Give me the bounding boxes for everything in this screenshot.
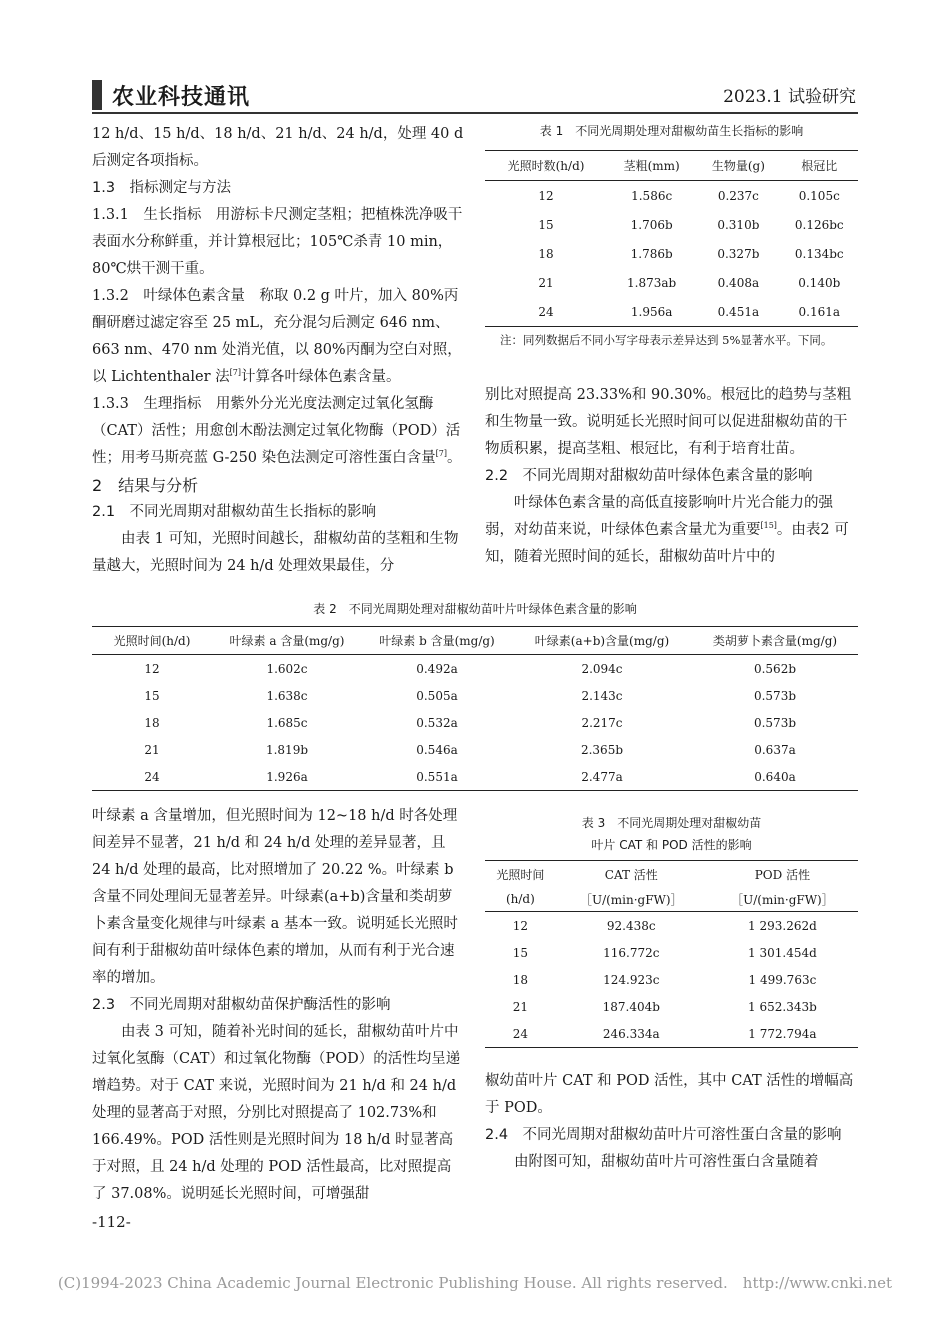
table-cell: 1.786b: [630, 246, 673, 261]
table-cell: 0.161a: [798, 304, 841, 319]
table-cell: 2.143c: [581, 688, 623, 703]
table-cell: 1.685c: [266, 715, 308, 730]
table2-header: 叶绿素(a+b)含量(mg/g): [534, 634, 670, 648]
table2-header: 叶绿素 a 含量(mg/g): [229, 634, 345, 648]
table-cell: 24: [144, 769, 160, 784]
table-cell: 1.586c: [631, 188, 673, 203]
table-cell: 0.134bc: [794, 246, 844, 261]
section-heading-2-1: 2.1 不同光周期对甜椒幼苗生长指标的影响: [92, 504, 377, 520]
table-cell: 0.105c: [798, 188, 840, 203]
table-row: [485, 966, 858, 993]
table-cell: 0.640a: [754, 769, 796, 784]
table-cell: 0.562b: [753, 661, 797, 676]
table-cell: 246.334a: [602, 1026, 660, 1041]
left-column-bottom: [92, 803, 464, 1208]
table-row: [92, 736, 858, 763]
table-cell: 0.492a: [416, 661, 458, 676]
table-cell: 1 293.262d: [748, 918, 817, 933]
table-row: [485, 181, 858, 211]
table-cell: 0.327b: [717, 246, 760, 261]
table-cell: 18: [144, 715, 160, 730]
table-cell: 18: [512, 972, 528, 987]
copyright-notice: (C)1994-2023 China Academic Journal Electronic Publishing House. All rights reserved. http://www.cnki.net: [57, 1274, 893, 1292]
paragraph: 叶绿素 a 含量增加，但光照时间为 12~18 h/d 时各处理间差异不显著，21 h/d 和 24 h/d 处理的差异显著，且 24 h/d 处理的最高，比对照增加了 20.22 %。叶绿素 b 含量不同处理间无显著差异。叶绿素(a+b)含量和类胡萝卜素含量变化规律与叶绿素 a 基本一致。说明延长光照时间有利于甜椒幼苗叶绿体色素的增加，从而有利于光合速率的增加。: [92, 808, 458, 986]
table-row: [485, 939, 858, 966]
paragraph-2-4: 由附图可知，甜椒幼苗叶片可溶性蛋白含量随着: [514, 1154, 819, 1170]
table-cell: 1 499.763c: [748, 972, 817, 987]
table3-subheader: (h/d): [505, 892, 535, 906]
table-row: [485, 912, 858, 940]
table-cell: 1.602c: [266, 661, 308, 676]
table3-subheader: ［U/(min·gFW)］: [731, 892, 834, 907]
table1: [485, 150, 858, 327]
paragraph-2-3: 由表 3 可知，随着补光时间的延长，甜椒幼苗叶片中过氧化氢酶（CAT）和过氧化物酶（POD）的活性均呈递增趋势。对于 CAT 来说，光照时间为 21 h/d 和 24 h/d 处理的显著高于对照，分别比对照提高了 102.73%和 166.49%。POD 活性则是光照时间为 18 h/d 时显著高于对照，且 24 h/d 处理的 POD 活性最高，比对照提高了 37.08%。说明延长光照时间，可增强甜: [92, 1024, 461, 1202]
citation: [15]: [760, 521, 777, 531]
table-cell: 15: [144, 688, 160, 703]
table-cell: 15: [538, 217, 554, 232]
section-heading-2-4: 2.4 不同光周期对甜椒幼苗叶片可溶性蛋白含量的影响: [485, 1127, 842, 1143]
table3-header: 光照时间: [496, 867, 545, 882]
table2-header: 类胡萝卜素含量(mg/g): [712, 634, 838, 648]
table-cell: 15: [512, 945, 528, 960]
table-cell: 1.926a: [266, 769, 308, 784]
table-cell: 2.365b: [580, 742, 624, 757]
table-cell: 0.573b: [753, 688, 797, 703]
table-cell: 0.140b: [798, 275, 841, 290]
table-cell: 2.477a: [581, 769, 623, 784]
table-cell: 24: [538, 304, 554, 319]
paragraph-1-3-1: 1.3.1 生长指标 用游标卡尺测定茎粗；把植株洗净吸干表面水分称鲜重，并计算根冠比；105℃杀青 10 min，80℃烘干测干重。: [92, 207, 463, 277]
table2-caption: 表 2 不同光周期处理对甜椒幼苗叶片叶绿体色素含量的影响: [313, 602, 637, 616]
table-cell: 2.094c: [581, 661, 623, 676]
table-cell: 12: [144, 661, 160, 676]
table1-header: 根冠比: [801, 159, 838, 173]
table2: [92, 626, 858, 791]
table-cell: 1.819b: [265, 742, 309, 757]
table-cell: 187.404b: [602, 999, 660, 1014]
section-heading-2-3: 2.3 不同光周期对甜椒幼苗保护酶活性的影响: [92, 997, 391, 1013]
paragraph: 椒幼苗叶片 CAT 和 POD 活性，其中 CAT 活性的增幅高于 POD。: [485, 1073, 854, 1116]
table3: [485, 860, 858, 1048]
table-cell: 12: [538, 188, 554, 203]
table1-header: 光照时数(h/d): [507, 159, 585, 173]
table-cell: 21: [538, 275, 554, 290]
table-row: [485, 297, 858, 327]
table-cell: 116.772c: [603, 945, 660, 960]
table-row: [485, 239, 858, 268]
table-cell: 12: [512, 918, 528, 933]
table1-header: 生物量(g): [711, 159, 765, 173]
table-cell: 0.310b: [717, 217, 760, 232]
paragraph: 别比对照提高 23.33%和 90.30%。根冠比的趋势与茎粗和生物量一致。说明延长光照时间可以促进甜椒幼苗的干物质积累，提高茎粗、根冠比，有利于培育壮苗。: [485, 387, 852, 457]
table-row: [485, 268, 858, 297]
table-row: [485, 210, 858, 239]
header-rule: [92, 112, 858, 114]
paragraph-1-3-2: 1.3.2 叶绿体色素含量 称取 0.2 g 叶片，加入 80%丙酮研磨过滤定容至 25 mL，充分混匀后测定 646 nm、663 nm、470 nm 处消光值，以 80%丙酮为空白对照，以 Lichtenthaler 法[7]计算各叶绿体色素含量。: [92, 288, 462, 385]
table-cell: 1 772.794a: [748, 1026, 817, 1041]
table2-header: 光照时间(h/d): [113, 634, 191, 648]
right-column-bottom: [485, 1068, 858, 1176]
table2-header: 叶绿素 b 含量(mg/g): [379, 634, 495, 648]
right-column-top: [485, 382, 858, 571]
table-row: [92, 682, 858, 709]
table-cell: 0.505a: [416, 688, 458, 703]
paragraph: 12 h/d、15 h/d、18 h/d、21 h/d、24 h/d，处理 40 d 后测定各项指标。: [92, 126, 464, 169]
paragraph-2-1: 由表 1 可知，光照时间越长，甜椒幼苗的茎粗和生物量越大，光照时间为 24 h/d 处理效果最佳，分: [92, 531, 459, 574]
table-row: [92, 655, 858, 683]
table3-caption: 表 3 不同光周期处理对甜椒幼苗 叶片 CAT 和 POD 活性的影响: [581, 816, 762, 852]
table1-caption: 表 1 不同光周期处理对甜椒幼苗生长指标的影响: [539, 124, 804, 138]
table-row: [92, 709, 858, 736]
paragraph-2-2: 叶绿体色素含量的高低直接影响叶片光合能力的强弱，对幼苗来说，叶绿体色素含量尤为重要[15]。由表2 可知，随着光照时间的延长，甜椒幼苗叶片中的: [485, 495, 849, 565]
table-cell: 92.438c: [606, 918, 656, 933]
section-heading-2: 2 结果与分析: [92, 476, 199, 495]
table1-note: 注：同列数据后不同小写字母表示差异达到 5%显著水平。下同。: [500, 333, 833, 347]
table-row: [485, 1020, 858, 1048]
table-cell: 0.237c: [717, 188, 759, 203]
table-cell: 1.638c: [266, 688, 308, 703]
paragraph-1-3-3: 1.3.3 生理指标 用紫外分光光度法测定过氧化氢酶（CAT）活性；用愈创木酚法测定过氧化物酶（POD）活性；用考马斯亮蓝 G-250 染色法测定可溶性蛋白含量[7]。: [92, 396, 462, 466]
section-heading-1-3: 1.3 指标测定与方法: [92, 180, 232, 196]
table-cell: 0.573b: [753, 715, 797, 730]
table-cell: 0.532a: [416, 715, 458, 730]
table3-subheader: ［U/(min·gFW)］: [579, 892, 683, 907]
table-cell: 0.546a: [416, 742, 458, 757]
left-column-top: [92, 121, 464, 580]
table1-header: 茎粗(mm): [623, 159, 680, 173]
header-bar: [92, 80, 102, 110]
table3-header: POD 活性: [754, 867, 811, 882]
table-cell: 0.451a: [717, 304, 760, 319]
page-number: -112-: [92, 1213, 131, 1231]
table-cell: 124.923c: [603, 972, 660, 987]
table-cell: 21: [144, 742, 160, 757]
citation: [7]: [229, 368, 241, 378]
table-row: [92, 763, 858, 791]
table-cell: 0.126bc: [794, 217, 844, 232]
citation: [7]: [435, 449, 447, 459]
table-cell: 18: [538, 246, 554, 261]
journal-logo: 农业科技通讯: [112, 85, 251, 110]
table-cell: 2.217c: [581, 715, 623, 730]
table-cell: 0.637a: [754, 742, 796, 757]
table-cell: 0.408a: [717, 275, 760, 290]
table3-header: CAT 活性: [604, 867, 658, 882]
table-row: [485, 993, 858, 1020]
table-cell: 24: [512, 1026, 528, 1041]
table-cell: 1.873ab: [627, 275, 677, 290]
table-cell: 1.956a: [630, 304, 673, 319]
issue-label: 2023.1 试验研究: [723, 87, 856, 107]
table-cell: 1 652.343b: [748, 999, 817, 1014]
section-heading-2-2: 2.2 不同光周期对甜椒幼苗叶绿体色素含量的影响: [485, 468, 813, 484]
table-cell: 1 301.454d: [748, 945, 817, 960]
table-cell: 0.551a: [416, 769, 458, 784]
table-cell: 1.706b: [630, 217, 673, 232]
table-cell: 21: [512, 999, 528, 1014]
